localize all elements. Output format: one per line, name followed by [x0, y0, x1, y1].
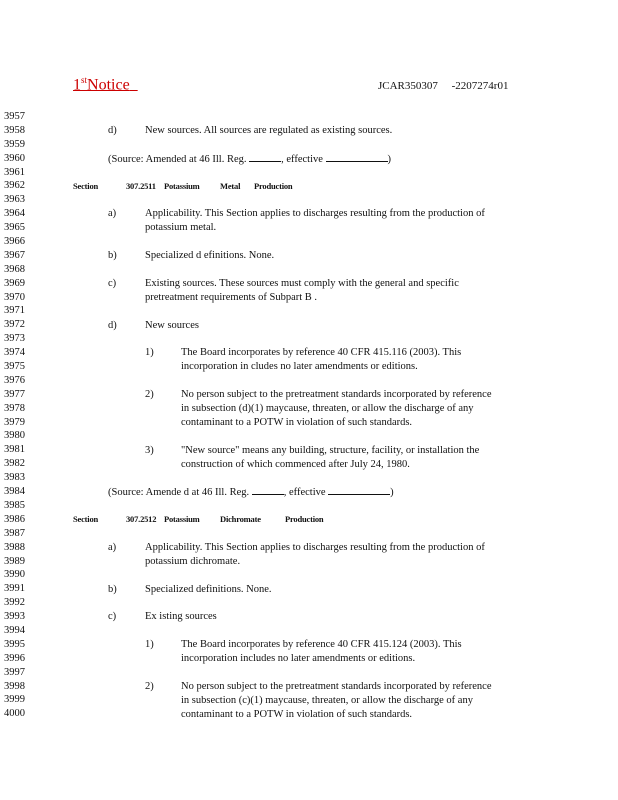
line-number: 3966: [4, 236, 25, 248]
line-number: 3986: [4, 513, 25, 525]
item-label: 1): [145, 347, 154, 359]
notice-heading: 1stNotice: [73, 75, 130, 94]
item-label: 1): [145, 639, 154, 651]
paragraph-line: New sources: [145, 319, 199, 331]
paragraph-line: The Board incorporates by reference 40 CFR 415.124 (2003). This: [181, 639, 462, 651]
item-label: a): [108, 541, 117, 553]
paragraph-line: Specialized definitions. None.: [145, 583, 272, 595]
section-title-word: Potassium: [164, 514, 200, 525]
line-number: 3998: [4, 680, 25, 692]
paragraph-line: Ex isting sources: [145, 611, 217, 623]
line-number: 3978: [4, 402, 25, 414]
line-number: 3959: [4, 138, 25, 150]
line-number: 3971: [4, 305, 25, 317]
section-number: 307.2512: [126, 514, 157, 525]
section-label: Section: [73, 514, 99, 525]
line-number: 3983: [4, 472, 25, 484]
line-number: 3975: [4, 361, 25, 373]
paragraph-line: in subsection (c)(1) maycause, threaten, or allow the discharge of any: [181, 694, 473, 706]
line-number: 3996: [4, 652, 25, 664]
line-number: 3982: [4, 458, 25, 470]
line-number: 3976: [4, 374, 25, 386]
line-number: 3981: [4, 444, 25, 456]
line-number: 3973: [4, 333, 25, 345]
paragraph-line: Applicability. This Section applies to discharges resulting from the production of: [145, 541, 485, 553]
line-number: 3974: [4, 347, 25, 359]
line-number: 3970: [4, 291, 25, 303]
line-number: 3999: [4, 694, 25, 706]
paragraph-line: incorporation includes no later amendments or editions.: [181, 653, 416, 665]
line-number: 3988: [4, 541, 25, 553]
line-number: 3995: [4, 638, 25, 650]
section-title-word: Production: [285, 514, 324, 525]
item-label: c): [108, 611, 117, 623]
paragraph-line: Existing sources. These sources must comply with the general and specific: [145, 277, 459, 289]
line-number: 3960: [4, 152, 25, 164]
paragraph-line: incorporation in cludes no later amendments or editions.: [181, 361, 418, 373]
line-number: 3997: [4, 666, 25, 678]
line-number: 4000: [4, 708, 25, 720]
paragraph-line: in subsection (d)(1) maycause, threaten, or allow the discharge of any: [181, 402, 474, 414]
line-number: 3990: [4, 569, 25, 581]
line-number: 3972: [4, 319, 25, 331]
line-number: 3969: [4, 277, 25, 289]
line-number: 3962: [4, 180, 25, 192]
item-label: d): [108, 124, 117, 136]
line-number: 3984: [4, 486, 25, 498]
item-label: d): [108, 319, 117, 331]
paragraph-line: "New source" means any building, structure, facility, or installation the: [181, 444, 480, 456]
paragraph-line: contaminant to a POTW in violation of such standards.: [181, 416, 413, 428]
line-number: 3977: [4, 388, 25, 400]
line-number: 3961: [4, 166, 25, 178]
section-title-word: Metal: [220, 180, 241, 191]
line-number: 3968: [4, 263, 25, 275]
line-number: 3989: [4, 555, 25, 567]
line-number: 3991: [4, 583, 25, 595]
section-number: 307.2511: [126, 180, 156, 191]
line-number: 3994: [4, 624, 25, 636]
item-label: b): [108, 250, 117, 261]
jcar-identifier: JCAR350307 -2207274r01: [378, 80, 509, 92]
paragraph-line: potassium metal.: [145, 222, 217, 234]
paragraph-line: Applicability. This Section applies to discharges resulting from the production of: [145, 208, 485, 220]
paragraph-line: No person subject to the pretreatment standards incorporated by reference: [181, 680, 492, 692]
section-title-word: Production: [254, 180, 293, 191]
item-label: 3): [145, 444, 154, 456]
item-label: 2): [145, 389, 154, 400]
line-number: 3980: [4, 430, 25, 442]
line-number-gutter: [4, 110, 56, 721]
paragraph-line: The Board incorporates by reference 40 CFR 415.116 (2003). This: [181, 347, 462, 359]
paragraph-line: Specialized d efinitions. None.: [145, 250, 275, 261]
paragraph-line: New sources. All sources are regulated as existing sources.: [145, 124, 393, 136]
line-number: 3963: [4, 194, 25, 206]
section-title-word: Potassium: [164, 180, 200, 191]
paragraph-line: No person subject to the pretreatment standards incorporated by reference: [181, 389, 492, 400]
source-note: (Source: Amended at 46 Ill. Reg. , effective ): [108, 153, 392, 165]
paragraph-line: construction of which commenced after July 24, 1980.: [181, 458, 410, 470]
item-label: b): [108, 583, 117, 595]
line-number: 3965: [4, 222, 25, 234]
source-note: (Source: Amende d at 46 Ill. Reg. , effective ): [108, 487, 394, 499]
line-number: 3957: [4, 111, 25, 122]
line-number: 3992: [4, 597, 25, 609]
line-number: 3987: [4, 527, 25, 539]
item-label: c): [108, 277, 117, 289]
line-number: 3967: [4, 249, 25, 261]
line-number: 3979: [4, 416, 25, 428]
section-label: Section: [73, 180, 99, 191]
paragraph-line: potassium dichromate.: [145, 555, 241, 567]
paragraph-line: pretreatment requirements of Subpart B .: [145, 291, 318, 303]
item-label: 2): [145, 680, 154, 692]
line-number: 3964: [4, 208, 25, 220]
section-title-word: Dichromate: [220, 514, 261, 525]
line-number: 3985: [4, 499, 25, 511]
item-label: a): [108, 208, 117, 220]
paragraph-line: contaminant to a POTW in violation of such standards.: [181, 708, 413, 720]
line-number: 3958: [4, 124, 25, 136]
line-number: 3993: [4, 611, 25, 623]
